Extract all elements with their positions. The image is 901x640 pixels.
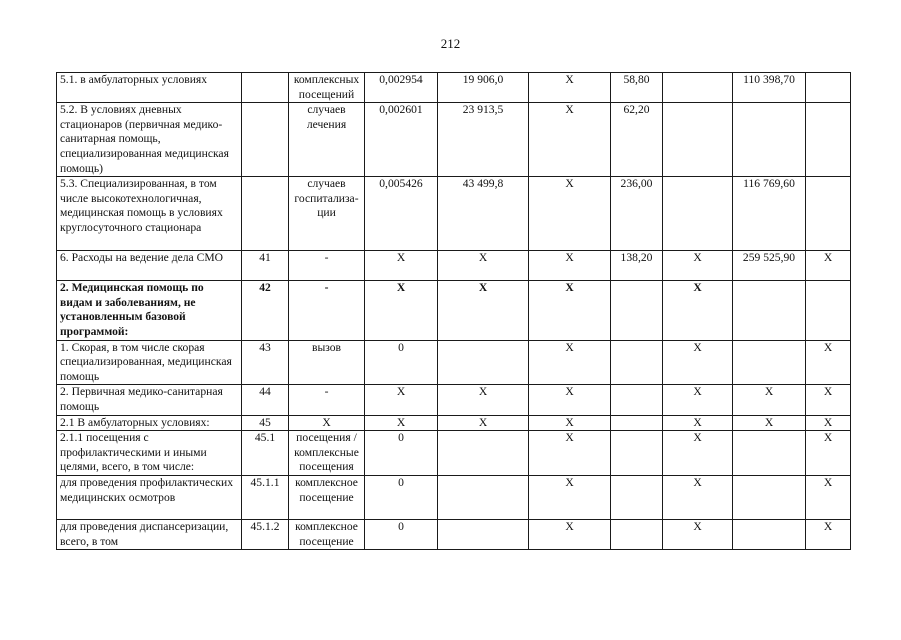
row-norm-volume: 0,005426	[365, 177, 438, 251]
row-label: 1. Скорая, в том числе скорая специализированная, медицинская помощь	[57, 340, 242, 385]
row-cost-oms	[733, 519, 806, 549]
row-norm-cost: 23 913,5	[438, 103, 529, 177]
row-per-capita-oms: 236,00	[611, 177, 663, 251]
row-norm-volume: X	[365, 281, 438, 340]
row-cost-budget: X	[663, 475, 733, 519]
row-share: X	[806, 251, 851, 281]
row-unit: посещения / комплексные посещения	[289, 431, 365, 476]
row-number: 45	[242, 415, 289, 431]
table-row	[57, 251, 851, 281]
row-norm-volume: 0	[365, 340, 438, 385]
row-cost-oms	[733, 281, 806, 340]
row-number: 45.1.1	[242, 475, 289, 519]
row-unit: X	[289, 415, 365, 431]
row-share	[806, 73, 851, 103]
row-number	[242, 177, 289, 251]
row-cost-budget: X	[663, 431, 733, 476]
row-norm-cost	[438, 431, 529, 476]
table-row	[57, 519, 851, 549]
row-cost-budget: X	[663, 281, 733, 340]
row-unit: -	[289, 251, 365, 281]
row-unit: комплексных посещений	[289, 73, 365, 103]
row-cost-budget: X	[663, 385, 733, 415]
row-share: X	[806, 385, 851, 415]
page-number: 212	[440, 36, 461, 51]
row-per-capita-oms: 62,20	[611, 103, 663, 177]
row-unit: случаев лечения	[289, 103, 365, 177]
row-per-capita-budget: X	[529, 281, 611, 340]
row-norm-volume: 0	[365, 431, 438, 476]
row-share: X	[806, 519, 851, 549]
row-number: 45.1	[242, 431, 289, 476]
row-cost-budget	[663, 73, 733, 103]
row-norm-volume: 0,002954	[365, 73, 438, 103]
row-cost-budget	[663, 103, 733, 177]
row-number: 42	[242, 281, 289, 340]
row-unit: -	[289, 385, 365, 415]
row-norm-cost: X	[438, 251, 529, 281]
row-label: 2. Первичная медико-санитарная помощь	[57, 385, 242, 415]
row-norm-volume: X	[365, 415, 438, 431]
row-number: 45.1.2	[242, 519, 289, 549]
row-per-capita-budget: X	[529, 415, 611, 431]
table-row	[57, 103, 851, 177]
row-share: X	[806, 340, 851, 385]
row-share: X	[806, 475, 851, 519]
row-per-capita-oms: 58,80	[611, 73, 663, 103]
row-per-capita-budget: X	[529, 251, 611, 281]
table-row	[57, 431, 851, 476]
row-norm-volume: 0	[365, 519, 438, 549]
row-per-capita-oms	[611, 281, 663, 340]
row-cost-oms	[733, 340, 806, 385]
table-row	[57, 340, 851, 385]
row-label: 5.3. Специализированная, в том числе высокотехнологичная, медицинская помощь в условиях круглосуточного стационара	[57, 177, 242, 251]
row-per-capita-oms	[611, 431, 663, 476]
row-norm-cost	[438, 340, 529, 385]
row-cost-oms: 259 525,90	[733, 251, 806, 281]
table-row	[57, 73, 851, 103]
row-number	[242, 103, 289, 177]
row-norm-cost	[438, 519, 529, 549]
row-label: 2.1.1 посещения с профилактическими и иными целями, всего, в том числе:	[57, 431, 242, 476]
row-per-capita-oms	[611, 340, 663, 385]
row-cost-oms: 110 398,70	[733, 73, 806, 103]
row-per-capita-budget: X	[529, 177, 611, 251]
row-per-capita-budget: X	[529, 340, 611, 385]
row-label: 5.1. в амбулаторных условиях	[57, 73, 242, 103]
row-label: для проведения профилактических медицинских осмотров	[57, 475, 242, 519]
row-number: 43	[242, 340, 289, 385]
row-number: 41	[242, 251, 289, 281]
table-row	[57, 475, 851, 519]
row-cost-oms	[733, 475, 806, 519]
row-norm-cost: 43 499,8	[438, 177, 529, 251]
row-label: 5.2. В условиях дневных стационаров (первичная медико-санитарная помощь, специализированная медицинская помощь)	[57, 103, 242, 177]
row-cost-budget: X	[663, 415, 733, 431]
row-per-capita-budget: X	[529, 519, 611, 549]
row-norm-volume: X	[365, 251, 438, 281]
row-per-capita-oms	[611, 519, 663, 549]
row-cost-budget: X	[663, 251, 733, 281]
row-per-capita-budget: X	[529, 431, 611, 476]
row-per-capita-oms: 138,20	[611, 251, 663, 281]
row-unit: вызов	[289, 340, 365, 385]
row-per-capita-budget: X	[529, 103, 611, 177]
row-norm-cost: X	[438, 281, 529, 340]
row-cost-oms: X	[733, 385, 806, 415]
row-label: 2. Медицинская помощь по видам и заболеваниям, не установленным базовой программой:	[57, 281, 242, 340]
row-label: 6. Расходы на ведение дела СМО	[57, 251, 242, 281]
data-table	[56, 72, 851, 550]
row-cost-oms	[733, 103, 806, 177]
table-row	[57, 385, 851, 415]
row-per-capita-budget: X	[529, 73, 611, 103]
row-share	[806, 103, 851, 177]
row-cost-budget: X	[663, 519, 733, 549]
row-cost-oms: X	[733, 415, 806, 431]
row-share: X	[806, 415, 851, 431]
row-per-capita-oms	[611, 415, 663, 431]
row-per-capita-budget: X	[529, 385, 611, 415]
row-number: 44	[242, 385, 289, 415]
row-label: для проведения диспансеризации, всего, в том	[57, 519, 242, 549]
table-row	[57, 415, 851, 431]
row-norm-cost: X	[438, 415, 529, 431]
row-cost-oms: 116 769,60	[733, 177, 806, 251]
row-number	[242, 73, 289, 103]
row-per-capita-oms	[611, 385, 663, 415]
row-per-capita-budget: X	[529, 475, 611, 519]
row-cost-oms	[733, 431, 806, 476]
row-share: X	[806, 431, 851, 476]
row-label: 2.1 В амбулаторных условиях:	[57, 415, 242, 431]
row-norm-cost	[438, 475, 529, 519]
row-norm-cost: 19 906,0	[438, 73, 529, 103]
row-unit: комплексное посещение	[289, 519, 365, 549]
row-share	[806, 281, 851, 340]
row-unit: -	[289, 281, 365, 340]
row-norm-volume: 0,002601	[365, 103, 438, 177]
table-row	[57, 177, 851, 251]
row-share	[806, 177, 851, 251]
row-cost-budget: X	[663, 340, 733, 385]
table-row	[57, 281, 851, 340]
row-per-capita-oms	[611, 475, 663, 519]
row-unit: случаев госпитализа-ции	[289, 177, 365, 251]
row-cost-budget	[663, 177, 733, 251]
row-norm-cost: X	[438, 385, 529, 415]
row-unit: комплексное посещение	[289, 475, 365, 519]
row-norm-volume: 0	[365, 475, 438, 519]
row-norm-volume: X	[365, 385, 438, 415]
